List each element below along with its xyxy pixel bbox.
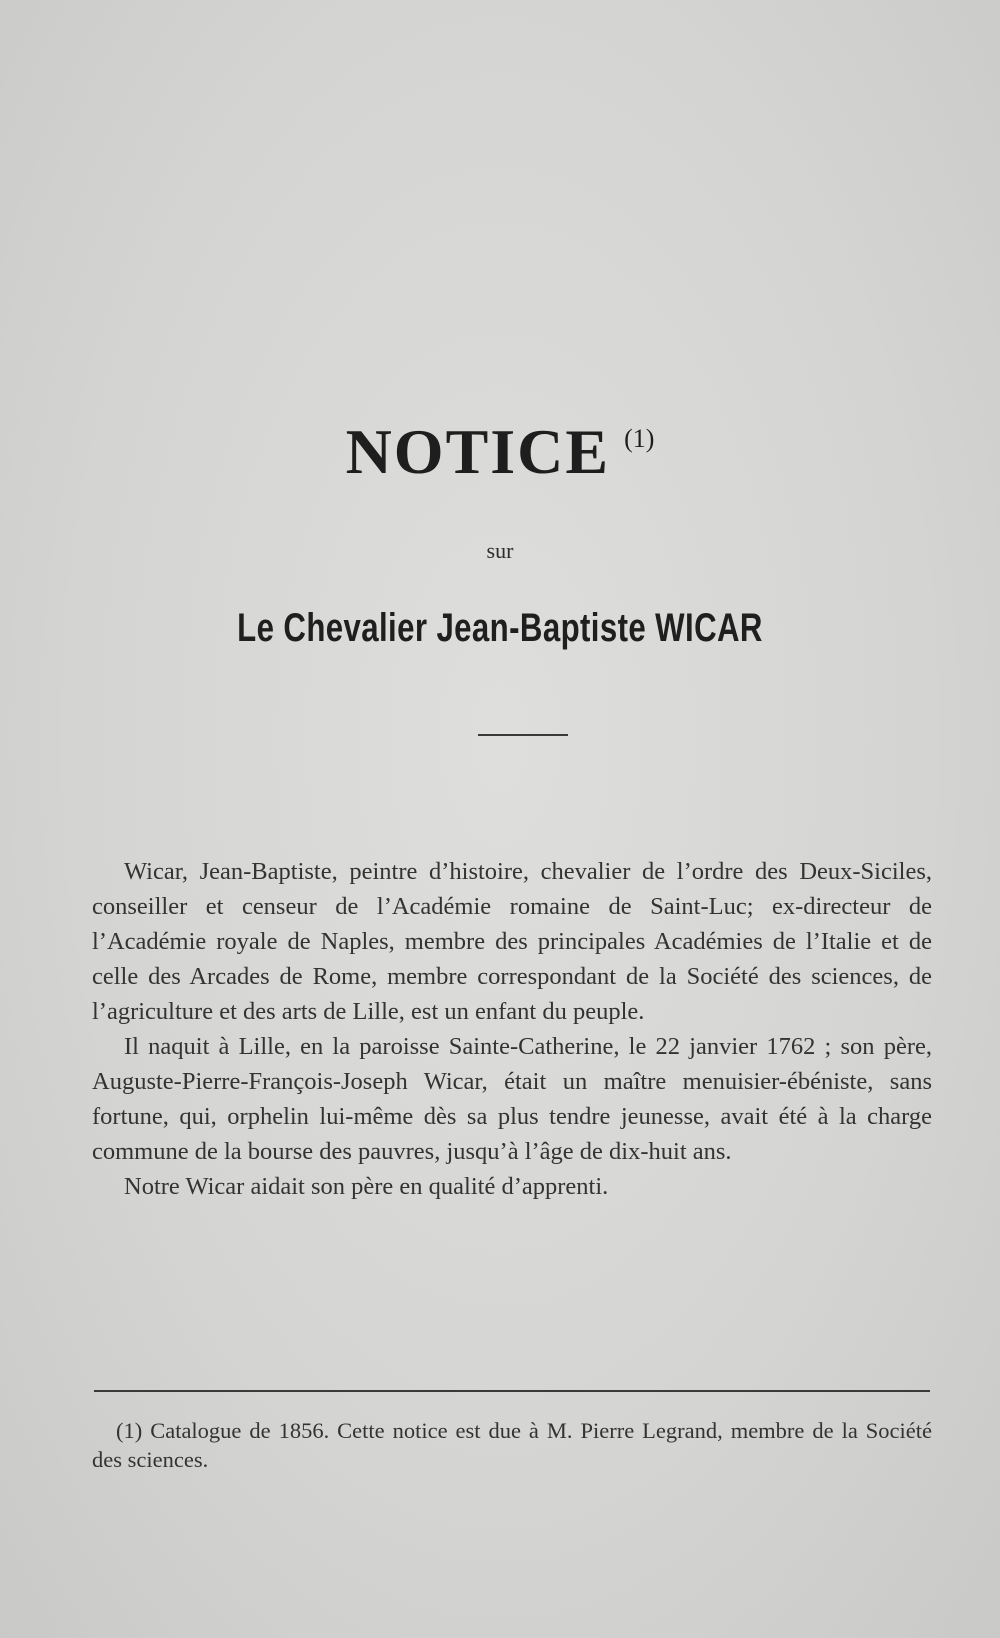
- paragraph-2: Il naquit à Lille, en la paroisse Sainte-Catherine, le 22 janvier 1762 ; son père, Auguste-Pierre-François-Joseph Wicar, était un maître menuisier-ébéniste, sans fortune, qui, orphelin lui-même dès sa plus tendre jeunesse, avait été à la charge commune de la bourse des pauvres, jusqu’à l’âge de dix-huit ans.: [92, 1033, 932, 1165]
- paragraph-1: Wicar, Jean-Baptiste, peintre d’histoire, chevalier de l’ordre des Deux-Siciles, conseiller et censeur de l’Académie romaine de Saint-Luc; ex-directeur de l’Académie royale de Naples, membre des principales Académies de l’Italie et de celle des Arcades de Rome, membre correspondant de la Société des sciences, de l’agriculture et des arts de Lille, est un enfant du peuple.: [92, 858, 932, 1025]
- body-text: [92, 854, 932, 1204]
- title-divider: [478, 734, 568, 736]
- title-preposition: sur: [486, 538, 514, 563]
- paragraph-3: Notre Wicar aidait son père en qualité d’apprenti.: [124, 1173, 609, 1200]
- page-subtitle: Le Chevalier Jean-Baptiste WICAR: [237, 606, 763, 650]
- footnote-divider: [94, 1390, 930, 1392]
- footnote: [92, 1416, 932, 1474]
- title-text: NOTICE: [345, 416, 611, 487]
- footnote-text: (1) Catalogue de 1856. Cette notice est due à M. Pierre Legrand, membre de la Société des sciences.: [92, 1418, 932, 1472]
- page-title: [0, 416, 1000, 487]
- footnote-reference-mark: (1): [624, 424, 655, 453]
